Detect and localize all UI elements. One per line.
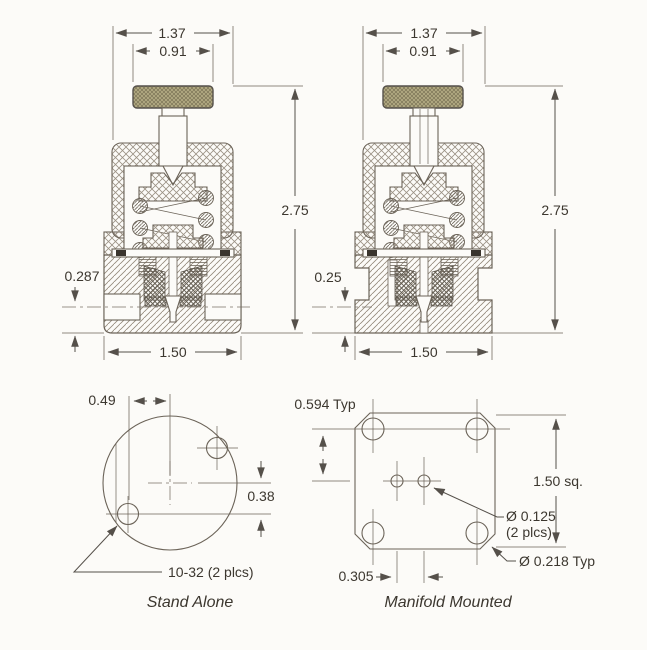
dim-hole-offset-x: 0.49 [88, 392, 116, 408]
centerlines [312, 399, 510, 583]
stand-alone-view [74, 392, 275, 611]
dim-left-height: 2.75 [281, 202, 309, 218]
dim-left-overall-width: 1.37 [158, 25, 186, 41]
knurled-knob [383, 86, 463, 108]
dim-hole-offset-y: 0.38 [247, 488, 275, 504]
callout-port-hole-dia: Ø 0.125 [506, 508, 556, 524]
dim-reference-lines [106, 483, 271, 514]
left-cross-section [62, 86, 250, 333]
thread-leader [74, 526, 162, 572]
callout-port-hole-qty: (2 plcs) [506, 524, 552, 540]
dim-reference-lines [129, 394, 170, 500]
manifold-view [294, 396, 595, 611]
dim-port-spacing: 0.305 [338, 568, 374, 584]
stand-alone-caption: Stand Alone [146, 594, 234, 611]
callout-corner-hole-dia: Ø 0.218 Typ [519, 553, 596, 569]
dim-corner-hole-pitch: 0.594 Typ [294, 396, 356, 412]
dim-square-size: 1.50 sq. [533, 473, 583, 489]
dim-left-base-width: 1.50 [159, 344, 187, 360]
manifold-caption: Manifold Mounted [384, 594, 512, 611]
right-cross-section [312, 86, 492, 333]
port-hole-leader [434, 488, 504, 517]
dim-right-overall-width: 1.37 [410, 25, 438, 41]
dim-right-port-height: 0.25 [314, 269, 342, 285]
hole-crosshair [197, 426, 238, 470]
corner-hole-leader [492, 547, 516, 561]
dim-right-knob-width: 0.91 [409, 43, 437, 59]
dim-right-height: 2.75 [541, 202, 569, 218]
dim-right-base-width: 1.50 [410, 344, 438, 360]
dim-left-knob-width: 0.91 [159, 43, 187, 59]
knurled-knob [133, 86, 213, 108]
thread-callout: 10-32 (2 plcs) [168, 564, 254, 580]
dim-left-port-height: 0.287 [64, 268, 100, 284]
